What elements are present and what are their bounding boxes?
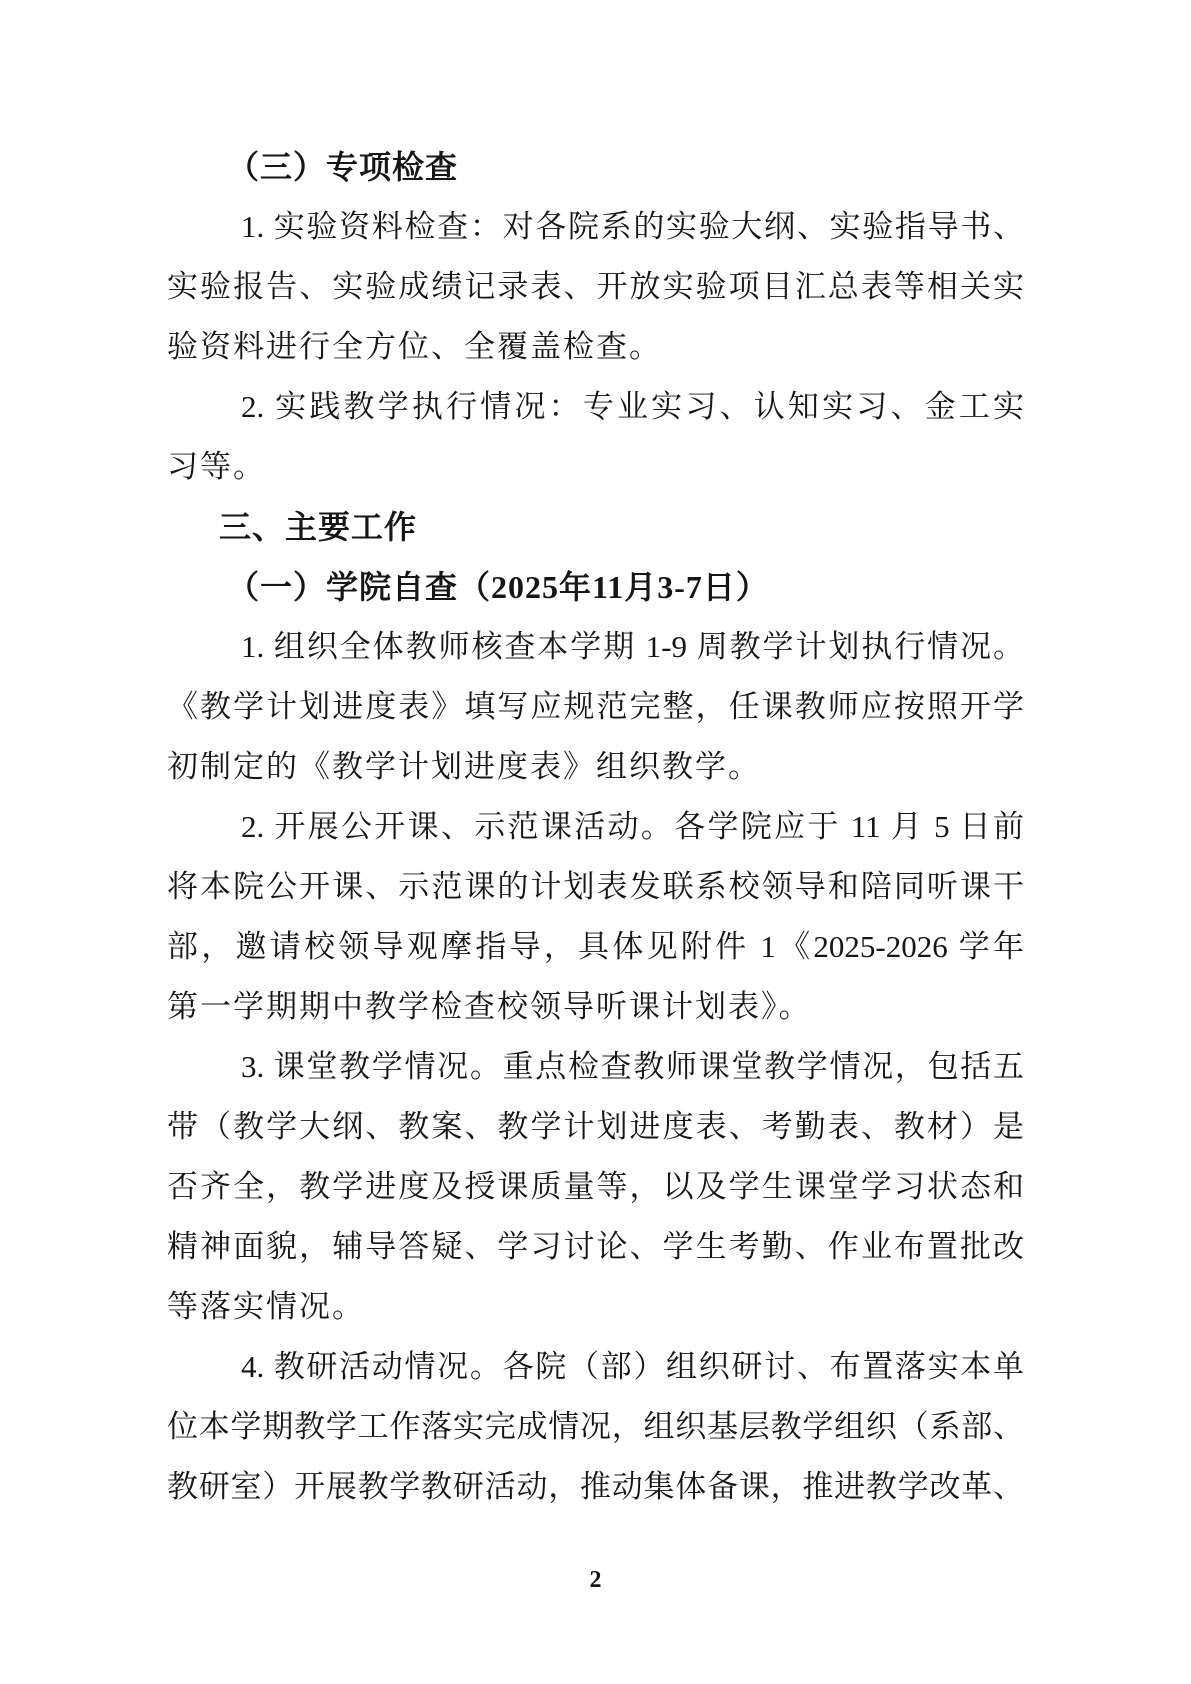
paragraph-line: 将本院公开课、示范课的计划表发联系校领导和陪同听课干 [167, 869, 1024, 904]
paragraph-line: 验资料进行全方位、全覆盖检查。 [167, 329, 662, 364]
heading-main-work [167, 497, 1024, 557]
paragraph-line: 2. 开展公开课、示范课活动。各学院应于 11 月 5 日前 [241, 809, 1024, 844]
paragraph-experiment-materials-check [167, 197, 1024, 377]
heading-text: （一）学院自查（2025年11月3-7日） [227, 569, 769, 605]
paragraph-teaching-plan-check [167, 617, 1024, 797]
paragraph-line: 位本学期教学工作落实完成情况，组织基层教学组织（系部、 [167, 1409, 1024, 1444]
paragraph-line: 否齐全，教学进度及授课质量等，以及学生课堂学习状态和 [167, 1169, 1024, 1204]
paragraph-line: 实验报告、实验成绩记录表、开放实验项目汇总表等相关实 [167, 269, 1024, 304]
page-number: 2 [589, 1567, 602, 1593]
paragraph-line: 初制定的《教学计划进度表》组织教学。 [167, 749, 761, 784]
paragraph-line: 带（教学大纲、教案、教学计划进度表、考勤表、教材）是 [167, 1109, 1024, 1144]
paragraph-line: 4. 教研活动情况。各院（部）组织研讨、布置落实本单 [241, 1349, 1024, 1384]
heading-text: （三）专项检查 [227, 149, 459, 185]
paragraph-open-demo-classes [167, 797, 1024, 1037]
paragraph-classroom-teaching [167, 1037, 1024, 1337]
paragraph-line: 等落实情况。 [167, 1289, 365, 1324]
paragraph-teaching-research [167, 1337, 1024, 1517]
heading-text: 三、主要工作 [219, 509, 418, 545]
paragraph-line: 教研室）开展教学教研活动，推动集体备课，推进教学改革、 [167, 1469, 1024, 1504]
heading-college-self-inspection [167, 557, 1024, 617]
paragraph-line: 精神面貌，辅导答疑、学习讨论、学生考勤、作业布置批改 [167, 1229, 1024, 1264]
paragraph-line: 习等。 [167, 449, 266, 484]
paragraph-line: 3. 课堂教学情况。重点检查教师课堂教学情况，包括五 [241, 1049, 1024, 1084]
paragraph-line: 1. 组织全体教师核查本学期 1-9 周教学计划执行情况。 [241, 629, 1024, 664]
paragraph-practical-teaching [167, 377, 1024, 497]
paragraph-line: 2. 实践教学执行情况：专业实习、认知实习、金工实 [241, 389, 1024, 424]
paragraph-line: 部，邀请校领导观摩指导，具体见附件 1《2025-2026 学年 [167, 929, 1024, 964]
paragraph-line: 第一学期期中教学检查校领导听课计划表》。 [167, 989, 812, 1024]
document-body [167, 137, 1024, 1517]
paragraph-line: 《教学计划进度表》填写应规范完整，任课教师应按照开学 [167, 689, 1024, 724]
heading-special-inspection [167, 137, 1024, 197]
paragraph-line: 1. 实验资料检查：对各院系的实验大纲、实验指导书、 [241, 209, 1024, 244]
